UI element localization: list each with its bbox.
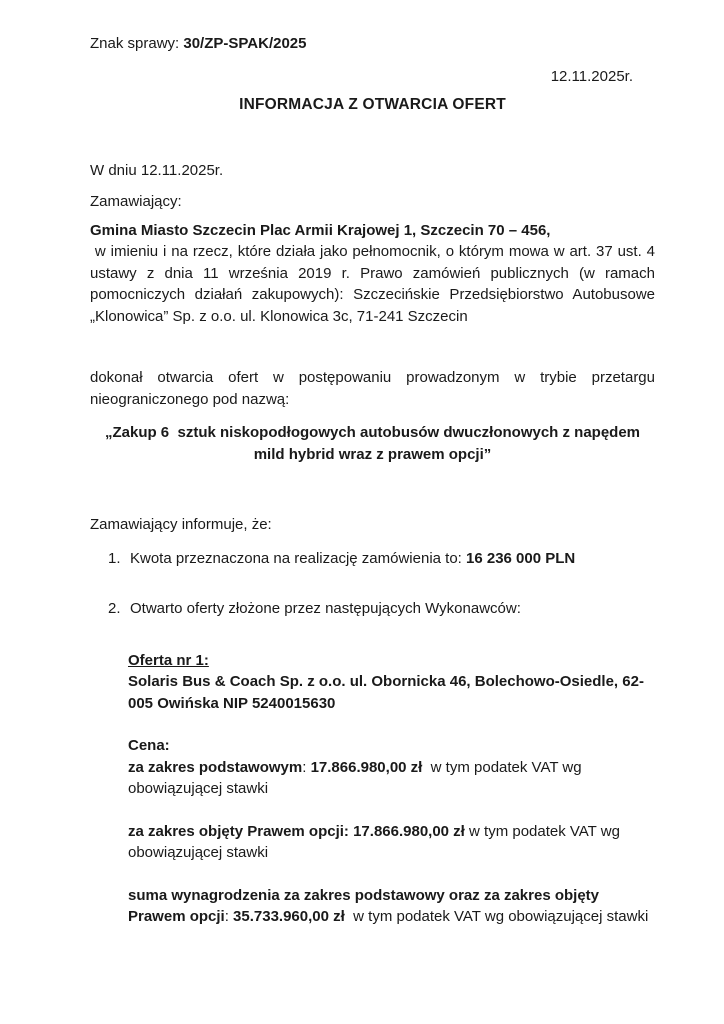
list-item-offers-opened: [90, 598, 655, 620]
document-title: INFORMACJA Z OTWARCIA OFERT: [239, 96, 506, 113]
option-price-line: [128, 821, 655, 864]
case-number-line: [90, 33, 655, 55]
base-price-vat-note: w tym podatek VAT wg obowiązującej stawki: [128, 758, 582, 797]
buyer-paragraph: [90, 220, 655, 328]
base-price-amount: 17.866.980,00 zł: [310, 758, 423, 776]
total-price-label: suma wynagrodzenia za zakres podstawowy oraz za zakres objęty Prawem opcji: [128, 886, 599, 925]
offer-heading: Oferta nr 1:: [128, 651, 209, 669]
info-lead: Zamawiający informuje, że:: [90, 516, 272, 533]
list-item-budget: [90, 548, 655, 570]
base-price-separator: :: [302, 758, 311, 776]
opening-date-line: W dniu 12.11.2025r.: [90, 161, 224, 179]
total-price-line: [128, 885, 655, 928]
buyer-label: Zamawiający:: [90, 193, 182, 210]
procurement-name: „Zakup 6 sztuk niskopodłogowych autobusów dwuczłonowych z napędem mild hybrid wraz z prawem opcji”: [104, 424, 641, 463]
list-item-2-number: 2.: [108, 600, 121, 617]
total-price-amount: 35.733.960,00 zł: [233, 908, 345, 925]
contractor-name: Solaris Bus & Coach Sp. z o.o. ul. Obornicka 46, Bolechowo-Osiedle, 62-005 Owińska NIP 5240015630: [128, 673, 644, 712]
procedure-paragraph: dokonał otwarcia ofert w postępowaniu prowadzonym w trybie przetargu nieograniczonego pod nazwą:: [90, 369, 655, 408]
total-price-separator: :: [224, 908, 234, 925]
total-price-vat-note: w tym podatek VAT wg obowiązującej stawki: [344, 908, 649, 925]
budget-amount: 16 236 000 PLN: [466, 549, 576, 567]
buyer-details: w imieniu i na rzecz, które działa jako pełnomocnik, o którym mowa w art. 37 ust. 4 ustawy z dnia 11 września 2019 r. Prawo zamówień publicznych (w ramach pomocniczych działań zakupowych): Szczecińskie Przedsiębiorstwo Autobusowe „Klonowica” Sp. z o.o. ul. Klonowica 3c, 71-241 Szczecin: [90, 243, 655, 325]
info-list: [90, 548, 655, 620]
option-price-vat-note: w tym podatek VAT wg obowiązującej stawki: [128, 822, 620, 861]
budget-text: Kwota przeznaczona na realizację zamówienia to:: [130, 549, 467, 567]
case-number: 30/ZP-SPAK/2025: [183, 35, 307, 52]
option-price-label-amount: za zakres objęty Prawem opcji: 17.866.980,00 zł: [128, 822, 465, 840]
base-price-line: [128, 757, 655, 800]
list-item-1-number: 1.: [108, 549, 121, 567]
buyer-name: Gmina Miasto Szczecin Plac Armii Krajowej 1, Szczecin 70 – 456,: [90, 221, 551, 239]
offer-block: [128, 650, 655, 928]
list-item-1-text: [130, 548, 655, 570]
document-date: 12.11.2025r.: [550, 67, 633, 85]
price-label: Cena:: [128, 737, 170, 754]
case-label: Znak sprawy:: [90, 35, 184, 52]
list-item-2-text: Otwarto oferty złożone przez następujących Wykonawców:: [130, 600, 521, 617]
base-price-label: za zakres podstawowym: [128, 758, 303, 776]
